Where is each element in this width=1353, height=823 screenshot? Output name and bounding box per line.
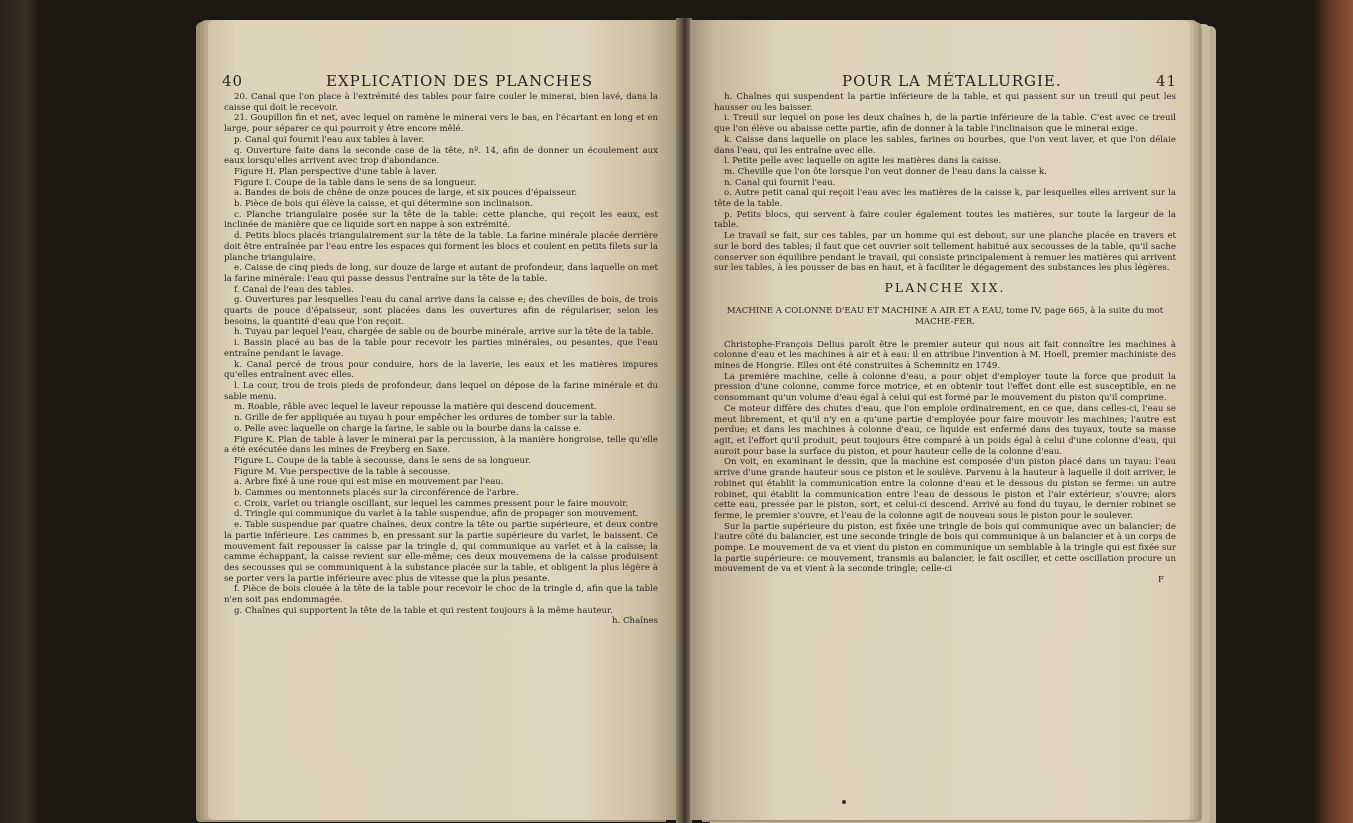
paragraph: a. Arbre fixé à une roue qui est mise en mouvement par l'eau.: [234, 477, 504, 488]
paragraph: Figure K. Plan de table à laver le minerai par la percussion, à la manière hongroise, telle qu'elle a été exécutée dans les mines de Freyberg en Saxe.: [224, 434, 658, 456]
paragraph: f. Canal de l'eau des tables.: [234, 284, 354, 295]
paragraph: h. Chaînes qui suspendent la partie inférieure de la table, et qui passent sur un treuil qui peut les hausser ou les baisser.: [714, 92, 1176, 113]
paragraph: Figure I. Coupe de la table dans le sens de sa longueur.: [234, 177, 477, 188]
right-running-header: POUR LA MÉTALLURGIE.: [842, 72, 1062, 90]
signature-mark: F: [1158, 575, 1164, 586]
paragraph: 21. Goupillon fin et net, avec lequel on ramène le minerai vers le bas, en l'écartant en long et en large, pour séparer ce qui pourroit y être encore mêlé.: [224, 113, 658, 135]
paragraph: Sur la partie supérieure du piston, est fixée une tringle de bois qui communique avec un balancier; de l'autre côté du balancier, est une seconde tringle de bois qui communique à un balancier et à un corps de pompe. Le mouvement de va et vient du piston en communique un semblable à la tringle qui est fixée sur la partie supérieure: ce mouvement, transmis au balancier, le fait osciller, et cette oscillation procure un mouvement de va et vient à la seconde tringle; celle-ci: [714, 521, 1176, 575]
paragraph: l. Petite pelle avec laquelle on agite les matières dans la caisse.: [724, 156, 1002, 167]
paragraph: b. Pièce de bois qui élève la caisse, et qui détermine son inclinaison.: [234, 199, 533, 210]
paragraph: i. Treuil sur lequel on pose les deux chaînes h, de la partie inférieure de la table. C'est avec ce treuil que l'on élève ou abaisse cette partie, afin de donner à la table l'inclinaison que le minerai exige.: [714, 113, 1176, 135]
paragraph: Le travail se fait, sur ces tables, par un homme qui est debout, sur une planche placée en travers et sur le bord des tables; il faut que cet ouvrier soit tellement habitué aux secousses de la table, qu'il sache conserver son équilibre pendant le travail, qui consiste principalement à remuer les matières qui arrivent sur les tables, à les pousser de bas en haut, et à faciliter le dégagement des substances les plus légères.: [714, 231, 1177, 274]
paragraph: o. Autre petit canal qui reçoit l'eau avec les matières de la caisse k, par lesquelles elles arrivent sur la tête de la table.: [714, 188, 1176, 210]
paragraph: d. Tringle qui communique du varlet à la table suspendue, afin de propager son mouvement.: [234, 509, 639, 520]
right-page: [690, 20, 1190, 820]
right-page-text: [714, 92, 1176, 586]
paragraph: d. Petits blocs placés triangulairement sur la tête de la table. La farine minérale placée derrière doit être entraînée par l'eau entre les espaces qui forment les blocs et coulent en petits filets sur la planche triangulaire.: [224, 231, 658, 263]
paragraph: Figure L. Coupe de la table à secousse, dans le sens de sa longueur.: [234, 455, 531, 466]
left-page: [208, 20, 678, 820]
paragraph: a. Bandes de bois de chêne de onze pouces de large, et six pouces d'épaisseur.: [234, 188, 578, 199]
catchword: h. Chaînes: [611, 616, 658, 627]
paragraph: La première machine, celle à colonne d'eau, a pour objet d'employer toute la force que produit la pression d'une colonne, comme force motrice, et en obtenir tout l'effet dont elle est susceptible, en ne consommant qu'un volume d'eau égal à celui qui est formé par le mouvement du piston qu'il comprime.: [714, 371, 1176, 404]
paragraph: m. Roable, râble avec lequel le laveur repousse la matière qui descend doucement.: [234, 402, 597, 413]
paragraph: 20. Canal que l'on place à l'extrémité des tables pour faire couler le minerai, bien lavé, dans la caisse qui doit le recevoir.: [224, 92, 658, 113]
paragraph: Figure M. Vue perspective de la table à secousse.: [234, 466, 451, 477]
paragraph: m. Cheville que l'on ôte lorsque l'on veut donner de l'eau dans la caisse k.: [724, 166, 1047, 177]
paragraph: p. Canal qui fournit l'eau aux tables à laver.: [234, 134, 425, 145]
paragraph: k. Canal percé de trous pour conduire, hors de la laverie, les eaux et les matières impures qu'elles entraînent avec elles.: [224, 359, 658, 381]
paragraph: e. Caisse de cinq pieds de long, sur douze de large et autant de profondeur, dans laquelle on met la farine minérale: l'eau qui passe dessus l'entraîne sur la tête de la table.: [224, 263, 658, 284]
plate-subtitle: MACHINE A COLONNE D'EAU ET MACHINE A AIR ET A EAU, tome IV, page 665, à la suite du mot MACHE-FER.: [726, 305, 1164, 327]
right-page-number: 41: [1156, 72, 1178, 90]
page-spot-mark: [842, 800, 846, 804]
paragraph: Christophe-François Delius paroît être le premier auteur qui nous ait fait connoître les machines à colonne d'eau et les machines à air et à eau: il en attribue l'invention à M. Hoell, premier machiniste des mines de Hongrie. Elles ont été construites à Schemnitz en 1749.: [714, 339, 1176, 372]
paragraph: n. Canal qui fournit l'eau.: [724, 177, 836, 188]
paragraph: p. Petits blocs, qui servent à faire couler également toutes les matières, sur toute la largeur de la table.: [714, 209, 1176, 231]
paragraph: c. Planche triangulaire posée sur la tête de la table: cette planche, qui reçoit les eaux, est inclinée de manière que ce liquide sort en nappe à son extrémité.: [224, 209, 658, 231]
paragraph: e. Table suspendue par quatre chaînes, deux contre la tête ou partie supérieure, et deux contre la partie inférieure. Les cammes b, en pressant sur la partie supérieure du varlet, le baissent. Ce mouvement fait repousser la caisse par la tringle d, qui communique au varlet et à la caisse; la camme échappant, la caisse revient sur elle-même; ces deux mouvemens de la caisse produisent des secousses qui se communiquent à la substance placée sur la table, et obligent la plus légère à se porter vers la partie inférieure avec plus de vitesse que la plus pesante.: [224, 520, 658, 584]
paragraph: l. La cour, trou de trois pieds de profondeur, dans lequel on dépose de la farine minérale et du sable menu.: [224, 380, 658, 402]
paragraph: On voit, en examinant le dessin, que la machine est composée d'un piston placé dans un tuyau: l'eau arrive d'une grande hauteur sous ce piston et le soulève. Parvenu à la hauteur à laquelle il doit arriver, le robinet qui établit la communication entre la colonne d'eau et le dessous du piston se ferme: un autre robinet, qui établit la communication entre l'eau de dessous le piston et l'air extérieur, s'ouvre; alors cette eau, pressée par le piston, sort, et celui-ci descend. Arrivé au fond du tuyau, le dernier robinet se ferme, le premier s'ouvre, et l'eau de la colonne agit de nouveau sous le piston pour le soulever.: [714, 457, 1176, 521]
paragraph: k. Caisse dans laquelle on place les sables, farines ou bourbes, que l'on veut laver, et que l'on délaie dans l'eau, qui les entraîne avec elle.: [714, 134, 1176, 156]
paragraph: b. Cammes ou mentonnets placés sur la circonférence de l'arbre.: [234, 488, 519, 499]
paragraph: h. Tuyau par lequel l'eau, chargée de sable ou de bourbe minérale, arrive sur la tête de la table.: [234, 327, 654, 338]
paragraph: Figure H. Plan perspective d'une table à laver.: [234, 166, 437, 177]
left-page-text: [224, 92, 658, 627]
paragraph: q. Ouverture faite dans la seconde case de la tête, nº. 14, afin de donner un écoulement aux eaux lorsqu'elles arrivent avec trop d'abondance.: [224, 145, 658, 167]
paragraph: g. Chaînes qui supportent la tête de la table et qui restent toujours à la même hauteur.: [234, 605, 613, 616]
plate-title: PLANCHE XIX.: [884, 279, 1006, 295]
paragraph: c. Croix, varlet ou triangle oscillant, sur lequel les cammes pressent pour le faire mouvoir.: [234, 498, 629, 509]
left-running-header: EXPLICATION DES PLANCHES: [326, 72, 594, 90]
paragraph: g. Ouvertures par lesquelles l'eau du canal arrive dans la caisse e; des chevilles de bois, de trois quarts de pouce d'épaisseur, sont placées dans les ouvertures afin de régulariser, selon les besoins, la quantité d'eau que l'on reçoit.: [224, 295, 658, 327]
paragraph: i. Bassin placé au bas de la table pour recevoir les parties minérales, ou pesantes, que l'eau entraîne pendant le lavage.: [224, 338, 658, 359]
left-page-number: 40: [222, 72, 244, 90]
paragraph: o. Pelle avec laquelle on charge la farine, le sable ou la bourbe dans la caisse e.: [234, 423, 582, 434]
paragraph: Ce moteur diffère des chutes d'eau, que l'on emploie ordinairement, en ce que, dans celles-ci, l'eau se meut librement, et qu'il n'y en a qu'une partie d'employée pour faire mouvoir les machines; l'autre est perdue; et dans les machines à colonne d'eau, ce liquide est enfermé dans des tuyaux, toute sa masse agit, et l'effort qu'il produit, peut toujours être comparé à un poids égal à celui d'une colonne d'eau, qui auroit pour base la surface du piston, et pour hauteur celle de la colonne d'eau.: [714, 403, 1176, 457]
paragraph: f. Pièce de bois clouée à la tête de la table pour recevoir le choc de la tringle d, afin que la table n'en soit pas endommagée.: [224, 584, 658, 606]
paragraph: n. Grille de fer appliquée au tuyau h pour empêcher les ordures de tomber sur la table.: [234, 413, 616, 424]
